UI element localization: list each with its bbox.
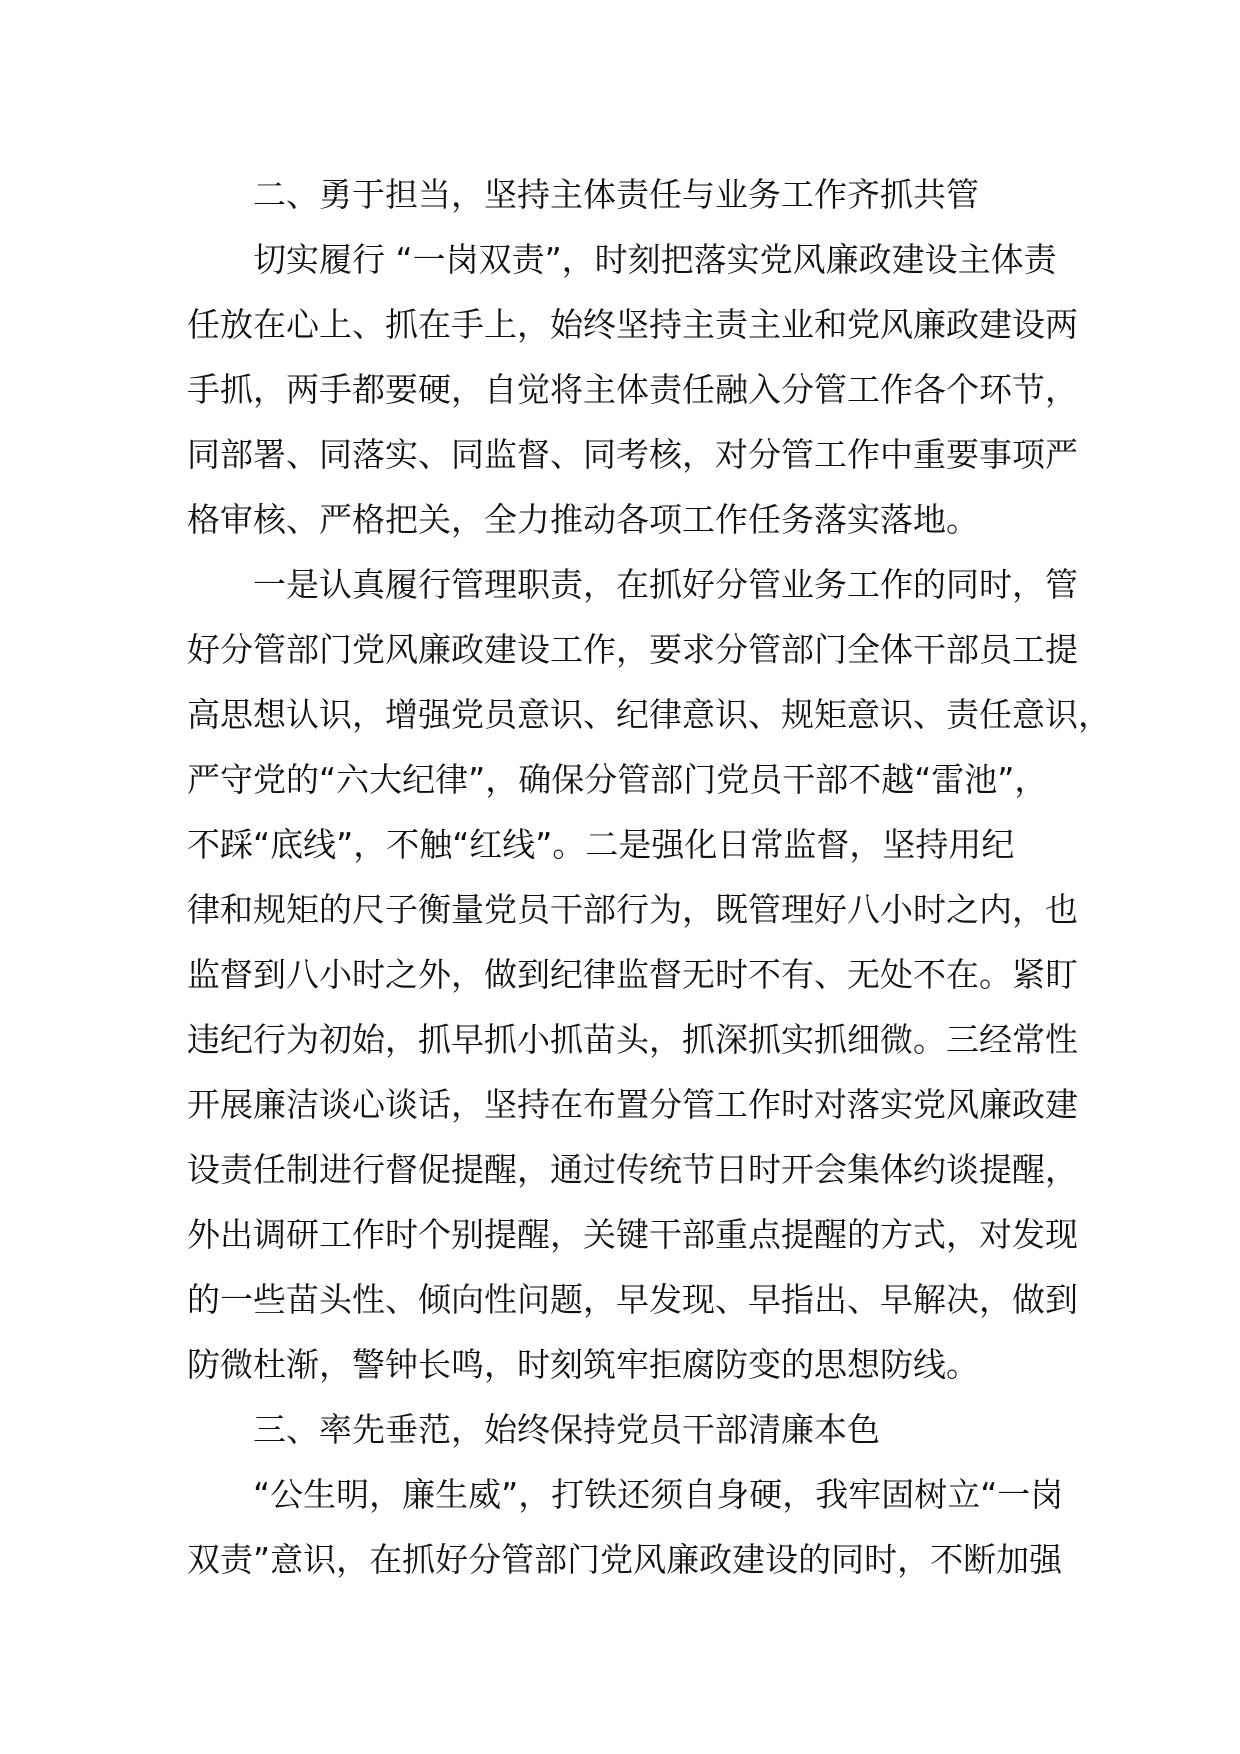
- section-heading-2: [187, 162, 1087, 227]
- paragraph-line: 切实履行 “一岗双责”，时刻把落实党风廉政建设主体责: [253, 240, 1057, 279]
- paragraph-line: “公生明，廉生威”，打铁还须自身硬，我牢固树立“一岗: [253, 1475, 1064, 1514]
- paragraph-line: 格审核、严格把关，全力推动各项工作任务落实落地。: [187, 500, 979, 539]
- paragraph-line: 设责任制进行督促提醒，通过传统节日时开会集体约谈提醒，: [187, 1150, 1078, 1189]
- paragraph-line: 任放在心上、抓在手上，始终坚持主责主业和党风廉政建设两: [187, 305, 1078, 344]
- paragraph-2: [187, 552, 1111, 1397]
- paragraph-line: 手抓，两手都要硬，自觉将主体责任融入分管工作各个环节，: [187, 370, 1078, 409]
- paragraph-line: 防微杜渐，警钟长鸣，时刻筑牢拒腐防变的思想防线。: [187, 1345, 979, 1384]
- paragraph-line: 违纪行为初始，抓早抓小抓苗头，抓深抓实抓细微。三经常性: [187, 1020, 1078, 1059]
- paragraph-line: 的一些苗头性、倾向性问题，早发现、早指出、早解决，做到: [187, 1280, 1078, 1319]
- paragraph-line: 开展廉洁谈心谈话，坚持在布置分管工作时对落实党风廉政建: [187, 1085, 1078, 1124]
- paragraph-3: [187, 1462, 1087, 1592]
- paragraph-line: 严守党的“六大纪律”，确保分管部门党员干部不越“雷池”，: [187, 760, 1048, 799]
- paragraph-line: 高思想认识，增强党员意识、纪律意识、规矩意识、责任意识，: [187, 695, 1111, 734]
- paragraph-line: 好分管部门党风廉政建设工作，要求分管部门全体干部员工提: [187, 630, 1078, 669]
- paragraph-1: [187, 227, 1087, 552]
- paragraph-line: 外出调研工作时个别提醒，关键干部重点提醒的方式，对发现: [187, 1215, 1078, 1254]
- section-heading-3: [187, 1397, 1087, 1462]
- document-body: [187, 162, 1111, 1592]
- paragraph-line: 监督到八小时之外，做到纪律监督无时不有、无处不在。紧盯: [187, 955, 1078, 994]
- paragraph-line: 律和规矩的尺子衡量党员干部行为，既管理好八小时之内，也: [187, 890, 1078, 929]
- heading-line: 三、率先垂范，始终保持党员干部清廉本色: [253, 1410, 880, 1449]
- heading-line: 二、勇于担当，坚持主体责任与业务工作齐抓共管: [253, 175, 979, 214]
- paragraph-line: 一是认真履行管理职责，在抓好分管业务工作的同时，管: [253, 565, 1078, 604]
- paragraph-line: 不踩“底线”，不触“红线”。二是强化日常监督，坚持用纪: [187, 825, 1015, 864]
- paragraph-line: 同部署、同落实、同监督、同考核，对分管工作中重要事项严: [187, 435, 1078, 474]
- paragraph-line: 双责”意识，在抓好分管部门党风廉政建设的同时，不断加强: [187, 1540, 1063, 1579]
